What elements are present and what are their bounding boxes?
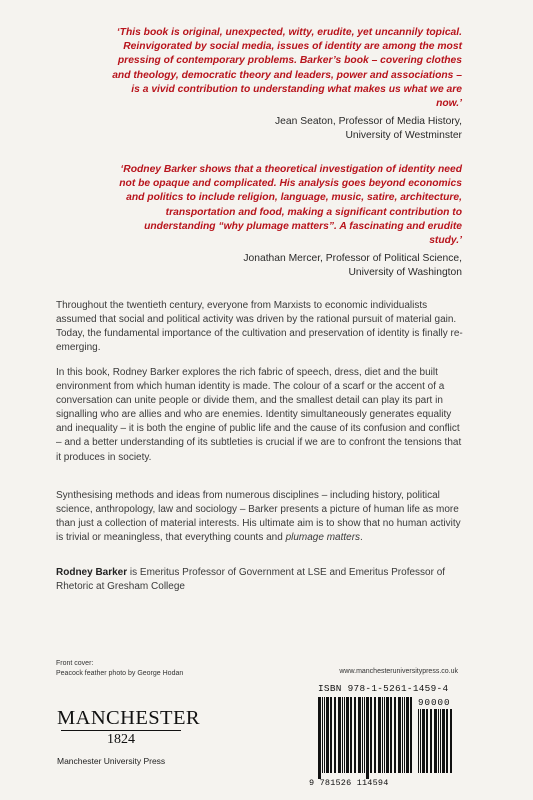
barcode-bar	[326, 697, 329, 773]
barcode-bar	[442, 709, 445, 773]
barcode-bar	[422, 709, 425, 773]
review-quote-1	[112, 26, 462, 144]
author-bio-text: is Emeritus Professor of Government at LSE and Emeritus Professor of Rhetoric at Gresham College	[56, 567, 446, 593]
cover-credit-label: Front cover:	[56, 660, 94, 667]
barcode-bar	[438, 709, 439, 773]
blurb-paragraph-2: In this book, Rodney Barker explores the rich fabric of speech, dress, diet and the built environment from which human identity is made. The colour of a scarf or the accent of a conversation can unite people or divide them, and the smallest detail can play its part in signalling who are allies and who are enemies. Identity simultaneously generates equality and inequality – it is both the engine of public life and the cause of its confusion and conflict – and a better understanding of its subtleties is crucial if we are to confront the tensions that it produces in society.	[56, 367, 462, 463]
barcode-bar	[406, 697, 409, 773]
barcode-bar	[450, 709, 452, 773]
barcode-bar	[402, 697, 403, 773]
blurb-paragraph-1: Throughout the twentieth century, everyone from Marxists to economic individualists assumed that social and political activity was driven by the rational pursuit of material gain. Today, the fundamental importance of the cultivation and preservation of identity is finally re-emerging.	[56, 300, 463, 354]
barcode-bar	[404, 697, 405, 773]
barcode-bar	[330, 697, 332, 773]
barcode-digits: 9 781526 114594	[309, 778, 389, 788]
publisher-logo	[57, 707, 200, 748]
review-quote-text: ‘Rodney Barker shows that a theoretical investigation of identity need not be opaque and complicated. His analysis goes beyond economics and politics to include religion, language, music, satire, architecture, transportation and food, making a significant contribution to understanding “why plumage matters”. A fascinating and erudite study.’	[119, 164, 462, 247]
review-attribution	[112, 252, 462, 280]
review-affiliation: University of Washington	[348, 267, 462, 279]
barcode-bar	[338, 697, 341, 773]
logo-divider	[61, 730, 181, 731]
barcode-bar	[346, 697, 349, 773]
barcode-addon-digits: 90000	[418, 697, 451, 708]
publisher-logo-name: MANCHESTER	[57, 707, 200, 729]
barcode-bar	[390, 697, 392, 773]
publisher-url: www.manchesteruniversitypress.co.uk	[339, 668, 458, 675]
cover-credit-text: Peacock feather photo by George Hodan	[56, 670, 184, 677]
publisher-logo-year: 1824	[107, 732, 135, 747]
review-affiliation: University of Westminster	[345, 130, 462, 142]
barcode-bar	[418, 709, 419, 773]
barcode-bar	[344, 697, 345, 773]
barcode-bar	[324, 697, 325, 773]
review-quote-text: ‘This book is original, unexpected, witty, erudite, yet uncannily topical. Reinvigorated by social media, issues of identity are among the most pressing of contemporary problems. Barker’s book – covering clothes and theology, democratic theory and leaders, power and associations – is a vivid contribution to understanding what makes us what we are now.’	[112, 27, 462, 110]
barcode-bar	[318, 697, 321, 779]
barcode-bar	[342, 697, 343, 773]
review-quote-2	[112, 163, 462, 281]
barcode-bar	[394, 697, 396, 773]
barcode-bar	[446, 709, 448, 773]
review-attribution	[112, 115, 462, 143]
barcode-bar	[410, 697, 412, 773]
review-author: Jonathan Mercer, Professor of Political Science,	[243, 253, 462, 265]
publisher-name: Manchester University Press	[57, 756, 166, 766]
blurb-paragraph-3	[56, 489, 466, 545]
barcode-bar	[378, 697, 381, 773]
review-author: Jean Seaton, Professor of Media History,	[275, 116, 462, 128]
barcode-bar	[382, 697, 383, 773]
author-bio	[56, 566, 466, 594]
author-name: Rodney Barker	[56, 567, 128, 578]
barcode-bar	[322, 697, 323, 773]
barcode-bar	[420, 709, 421, 773]
barcode-bar	[334, 697, 336, 773]
barcode-bar	[374, 697, 376, 773]
barcode-bar	[370, 697, 372, 773]
cover-credit	[56, 659, 183, 679]
barcode-bar	[366, 697, 369, 779]
barcode-bar	[364, 697, 365, 773]
blurb-emphasis: plumage matters	[285, 532, 361, 544]
isbn-label: ISBN 978-1-5261-1459-4	[318, 683, 449, 694]
barcode-bar	[398, 697, 401, 773]
blurb-paragraph-3-end: .	[360, 532, 363, 544]
barcode-bar	[358, 697, 361, 773]
barcode-bar	[426, 709, 428, 773]
barcode-bar	[386, 697, 389, 773]
barcode-bar	[430, 709, 432, 773]
barcode-bar	[384, 697, 385, 773]
blurb-paragraph-3-text: Synthesising methods and ideas from numerous disciplines – including history, political science, anthropology, law and sociology – Barker presents a picture of human life as more than just a collection of material interests. His ultimate aim is to show that no human activity is trivial or meaningless, that everything counts and	[56, 490, 461, 544]
barcode-addon	[418, 709, 456, 779]
barcode-bar	[362, 697, 363, 773]
barcode-bar	[434, 709, 437, 773]
barcode-bar	[350, 697, 352, 773]
barcode-bar	[354, 697, 356, 773]
barcode-bar	[440, 709, 441, 773]
barcode-main	[318, 697, 416, 779]
